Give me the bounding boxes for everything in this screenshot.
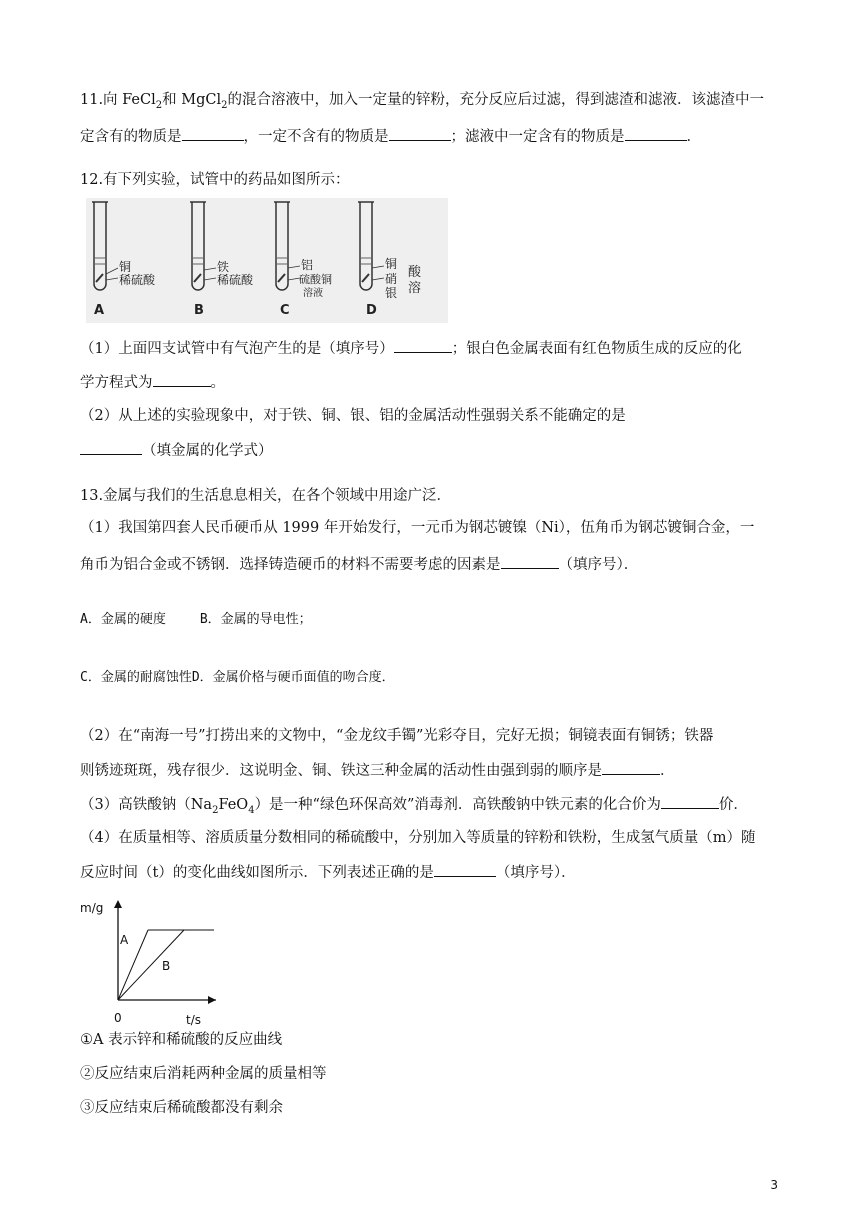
q13-part3: （3）高铁酸钠$(Na_2FeO_4)$是一种“绿色环保高效”消毒剂．高铁酸钠中铁元素的化合价为 价． — [80, 794, 748, 821]
x-axis-label: t/s — [186, 1013, 201, 1027]
q13-stem: 13.金属与我们的生活息息相关，在各个领域中用途广泛． — [80, 488, 452, 504]
answer-blank[interactable] — [625, 126, 687, 141]
q13-part1-line1: （1）我国第四套人民币硬币从 1999 年开始发行，一元币为钢芯镀镍（Ni），伍角币为钢芯镀铜合金，一 — [80, 520, 755, 536]
tube-c-label-1: 铝 — [301, 258, 314, 272]
q12-stem: 12.有下列实验，试管中的药品如图所示： — [80, 172, 350, 188]
q13-part4-line1: （4）在质量相等、溶质质量分数相同的稀硫酸中，分别加入等质量的锌粉和铁粉，生成氢气质量（m）随 — [80, 830, 756, 846]
q13-part2-line1: （2）在“南海一号”打捞出来的文物中，“金龙纹手镯”光彩夺目，完好无损；铜镜表面有铜锈；铁器 — [80, 728, 714, 744]
page-number: 3 — [770, 1178, 778, 1192]
tube-a-label-1: 铜 — [119, 260, 132, 274]
tube-b-label-2: 稀硫酸 — [217, 273, 254, 287]
answer-blank[interactable] — [182, 126, 244, 141]
answer-blank[interactable] — [80, 440, 142, 455]
tube-d-letter: D — [366, 303, 377, 318]
q12-part1-line1: （1）上面四支试管中有气泡产生的是（填序号） ；银白色金属表面有红色物质生成的反应的化 — [80, 338, 742, 359]
statement-1: ①A 表示锌和稀硫酸的反应曲线 — [80, 1032, 283, 1048]
y-axis-label: m/g — [80, 901, 104, 915]
tube-a-letter: A — [94, 303, 105, 318]
tube-d — [358, 202, 384, 290]
hydrogen-mass-graph — [80, 896, 220, 1031]
tube-b-label-1: 铁 — [217, 260, 230, 274]
q13-part4-line2: 反应时间（t）的变化曲线如图所示．下列表述正确的是 （填序号）． — [80, 862, 576, 883]
answer-blank[interactable] — [602, 760, 660, 775]
tube-d-label-1: 铜 — [385, 257, 398, 271]
x-axis-arrow — [208, 996, 216, 1004]
statement-2: ②反应结束后消耗两种金属的质量相等 — [80, 1066, 327, 1082]
tube-d-label-3: 银 — [385, 286, 398, 300]
q13-part1-line2: 角币为铝合金或不锈钢．选择铸造硬币的材料不需要考虑的因素是 （填序号）． — [80, 554, 638, 575]
q13-options-cd: C．金属的耐腐蚀性D．金属价格与硬币面值的吻合度． — [80, 670, 395, 685]
answer-blank[interactable] — [153, 372, 211, 387]
q11-line1: 11.向 FeCl$_2$和 MgCl$_2$的混合溶液中，加入一定量的锌粉，充分反应后过滤，得到滤渣和滤液．该滤渣中一 — [80, 92, 764, 111]
tube-d-label-5: 溶 — [408, 281, 422, 296]
tube-c — [274, 202, 300, 290]
curve-a-label: A — [120, 933, 129, 947]
statement-3: ③反应结束后稀硫酸都没有剩余 — [80, 1100, 283, 1116]
answer-blank[interactable] — [661, 794, 719, 809]
y-axis-arrow — [114, 900, 122, 908]
tube-b-letter: B — [194, 303, 204, 318]
q12-part1-line2: 学方程式为 。 — [80, 372, 225, 393]
q12-part2-line2: （填金属的化学式） — [80, 440, 273, 461]
curve-b-label: B — [162, 959, 171, 973]
tube-b — [190, 202, 216, 290]
origin-label: 0 — [114, 1011, 122, 1025]
tube-c-label-3: 溶液 — [303, 288, 323, 299]
answer-blank[interactable] — [394, 338, 452, 353]
tube-d-label-2: 硝 — [385, 272, 398, 286]
tube-c-label-2: 硫酸铜 — [299, 273, 332, 286]
answer-blank[interactable] — [434, 862, 496, 877]
answer-blank[interactable] — [501, 554, 559, 569]
tube-d-label-4: 酸 — [408, 265, 422, 280]
q12-part2-line1: （2）从上述的实验现象中，对于铁、铜、银、铝的金属活动性强弱关系不能确定的是 — [80, 408, 626, 424]
q11-line2: 定含有的物质是 ，一定不含有的物质是 ；滤液中一定含有的物质是 ． — [80, 126, 701, 147]
answer-blank[interactable] — [389, 126, 451, 141]
q13-options-ab: A．金属的硬度 B．金属的导电性； — [80, 612, 312, 627]
test-tubes-figure — [86, 198, 448, 323]
tube-a-label-2: 稀硫酸 — [119, 273, 156, 287]
tube-a — [92, 202, 118, 290]
tube-c-letter: C — [280, 303, 290, 318]
q13-part2-line2: 则锈迹斑斑，残存很少．这说明金、铜、铁这三种金属的活动性由强到弱的顺序是 ． — [80, 760, 675, 781]
